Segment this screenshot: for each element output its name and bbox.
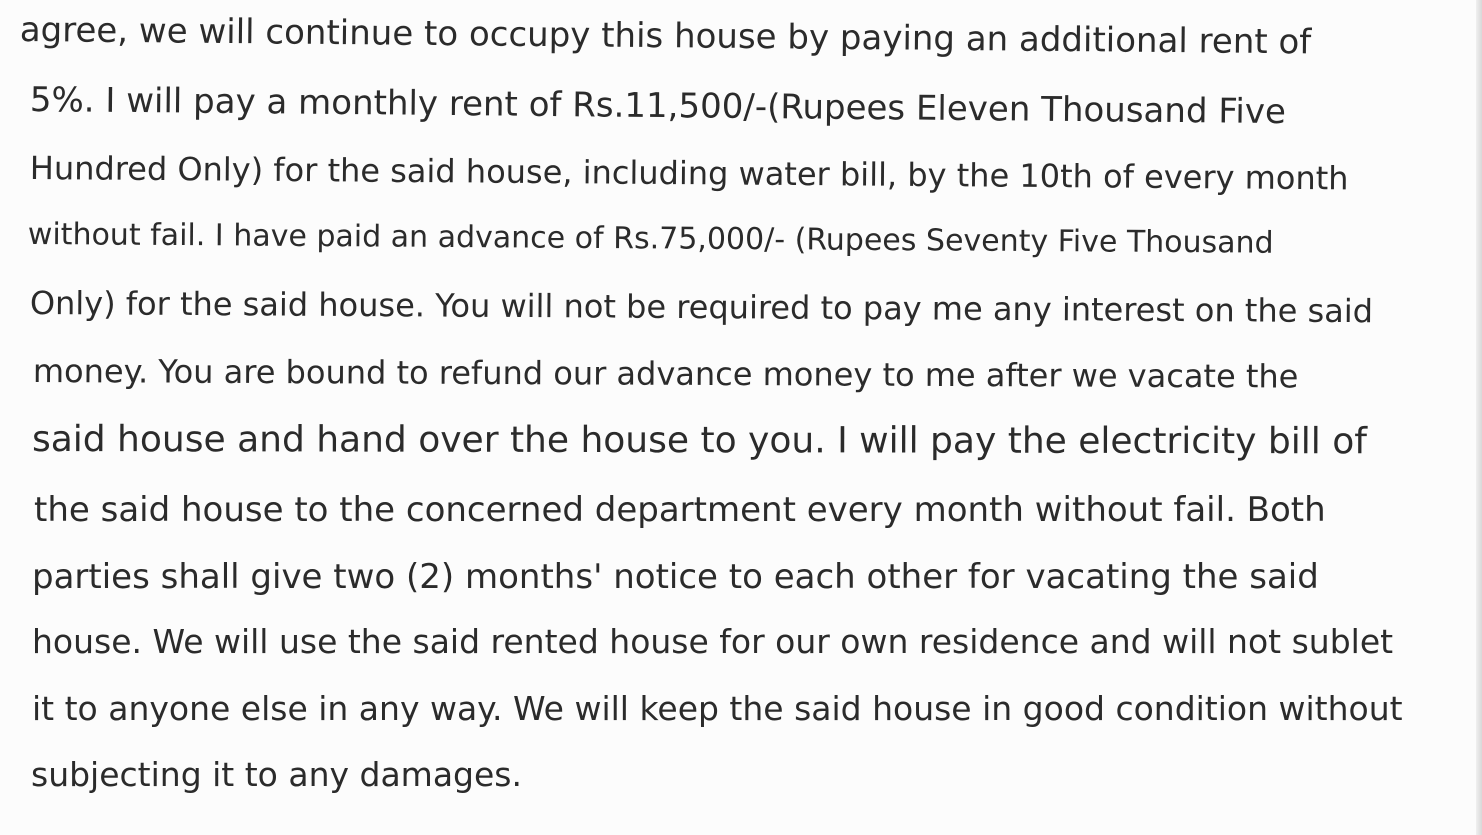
document-line: house. We will use the said rented house for our own residence and will not sublet: [32, 622, 1394, 661]
document-line: Only) for the said house. You will not be required to pay me any interest on the said: [29, 284, 1374, 331]
document-line: Hundred Only) for the said house, including water bill, by the 10th of every month: [29, 149, 1349, 198]
page-edge: [1476, 0, 1482, 835]
document-line: 5%. I will pay a monthly rent of Rs.11,500/-(Rupees Eleven Thousand Five: [29, 80, 1287, 133]
document-line: without fail. I have paid an advance of Rs.75,000/- (Rupees Seventy Five Thousand: [27, 217, 1274, 261]
document-line: it to anyone else in any way. We will keep the said house in good condition without: [32, 689, 1403, 728]
document-line: said house and hand over the house to you. I will pay the electricity bill of: [31, 419, 1367, 463]
document-line: the said house to the concerned department every month without fail. Both: [34, 490, 1326, 530]
document-line: subjecting it to any damages.: [31, 755, 522, 794]
document-line: parties shall give two (2) months' notice to each other for vacating the said: [32, 557, 1319, 597]
document-line: money. You are bound to refund our advance money to me after we vacate the: [32, 352, 1299, 396]
document-line: agree, we will continue to occupy this house by paying an additional rent of: [19, 10, 1312, 63]
